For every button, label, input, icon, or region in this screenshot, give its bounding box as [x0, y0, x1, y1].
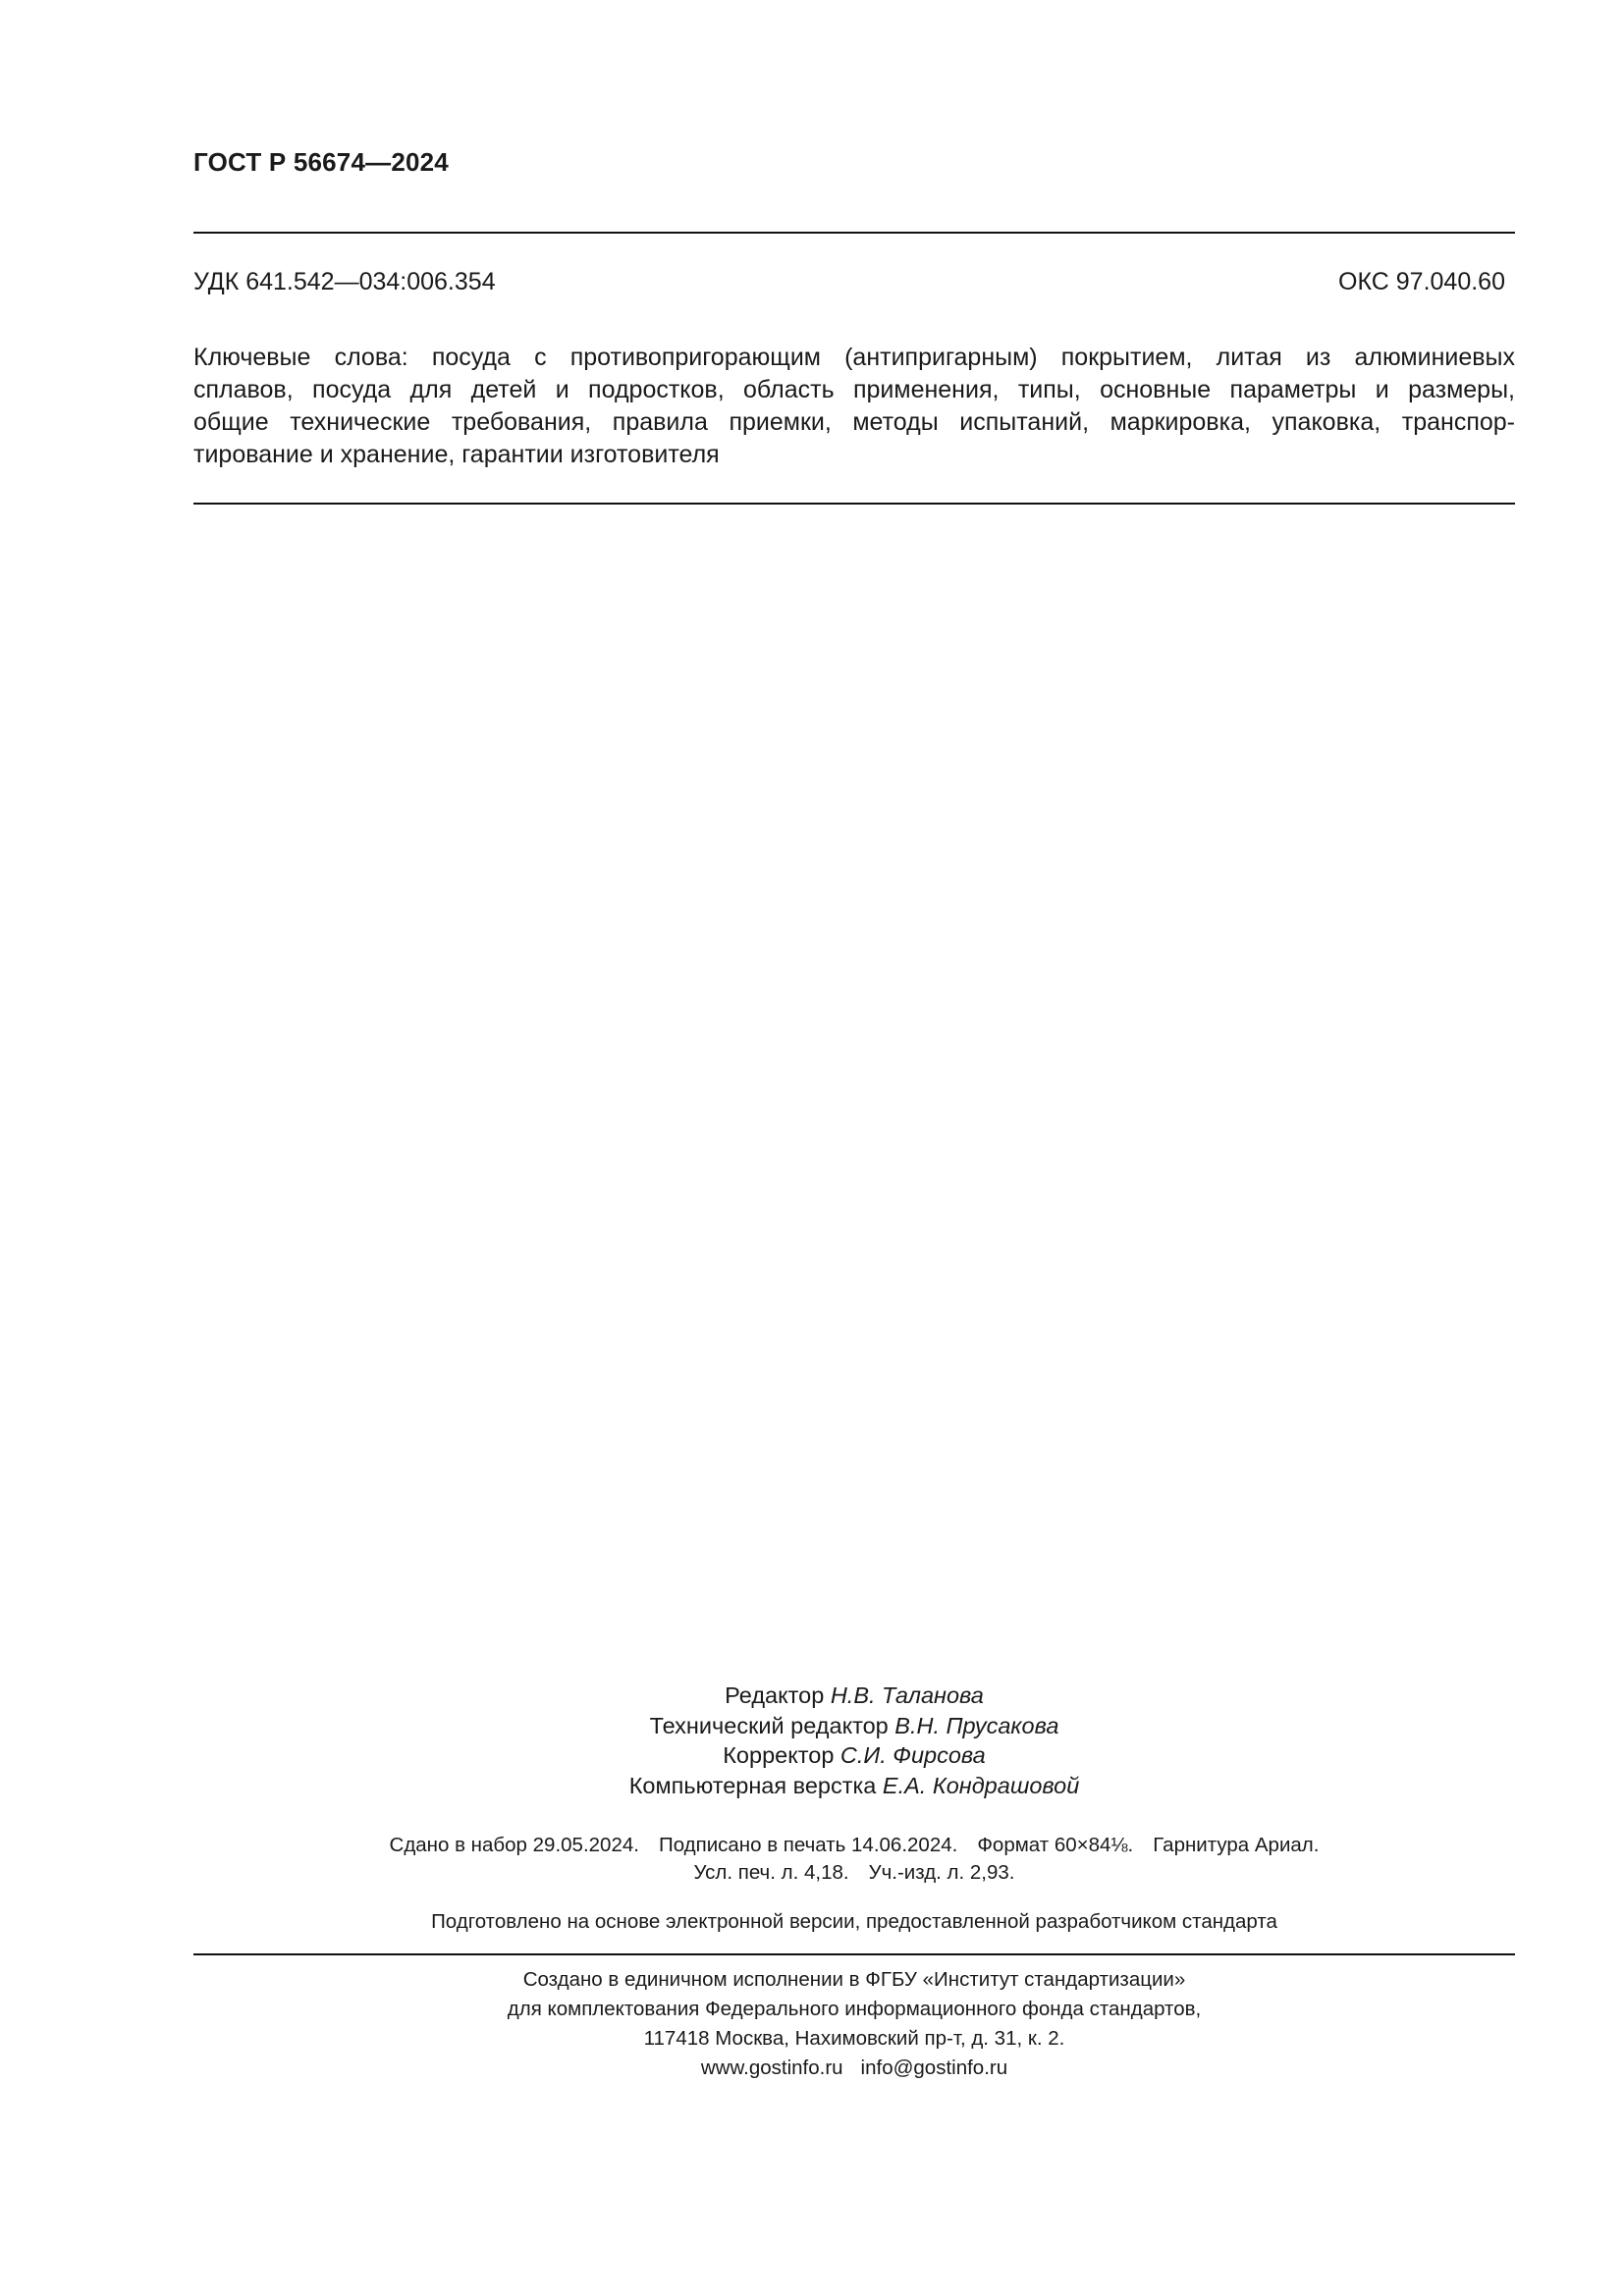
- credit-role: Компьютерная верстка: [628, 1772, 883, 1798]
- keywords-line: Ключевые слова: посуда с противопригорающим (антипригарным) покрытием, литая из алюминиевых: [193, 344, 1515, 371]
- editorial-credits: [193, 1681, 1515, 1800]
- credit-role: Технический редактор: [649, 1712, 895, 1738]
- imprint-publisher-sheets: Уч.-изд. л. 2,93.: [868, 1861, 1015, 1884]
- top-divider: [193, 232, 1515, 234]
- bottom-divider: [193, 1953, 1515, 1955]
- credit-role: Редактор: [725, 1682, 831, 1708]
- imprint-line-2: [193, 1859, 1515, 1887]
- credit-editor: [193, 1681, 1515, 1711]
- publisher-line: для комплектования Федерального информационного фонда стандартов,: [507, 1998, 1202, 2020]
- publisher-line: Создано в единичном исполнении в ФГБУ «Институт стандартизации»: [522, 1968, 1186, 1991]
- udk-code: УДК 641.542—034:006.354: [193, 268, 496, 295]
- imprint-format: Формат 60×84⅛.: [977, 1834, 1134, 1856]
- keywords-line: сплавов, посуда для детей и подростков, область применения, типы, основные параметры и размеры,: [193, 376, 1515, 403]
- imprint-info: [193, 1832, 1515, 1887]
- publisher-address: 117418 Москва, Нахимовский пр-т, д. 31, к. 2.: [643, 2027, 1065, 2050]
- imprint-signed-date: Подписано в печать 14.06.2024.: [658, 1834, 958, 1856]
- oks-code: ОКС 97.040.60: [1338, 268, 1505, 295]
- website-link[interactable]: www.gostinfo.ru: [700, 2056, 843, 2079]
- credit-layout: [193, 1771, 1515, 1801]
- credit-name: С.И. Фирсова: [839, 1742, 986, 1768]
- keywords-line: тирование и хранение, гарантии изготовителя: [193, 441, 720, 468]
- keywords-divider: [193, 503, 1515, 505]
- credit-name: Е.А. Кондрашовой: [882, 1772, 1080, 1798]
- imprint-printed-sheets: Усл. печ. л. 4,18.: [693, 1861, 849, 1884]
- credit-name: В.Н. Прусакова: [894, 1712, 1059, 1738]
- keywords-paragraph: [193, 342, 1515, 471]
- credit-role: Корректор: [723, 1742, 840, 1768]
- prepared-note: Подготовлено на основе электронной версии, предоставленной разработчиком стандарта: [431, 1910, 1277, 1933]
- credit-technical-editor: [193, 1711, 1515, 1741]
- imprint-typeface: Гарнитура Ариал.: [1153, 1834, 1320, 1856]
- publisher-info: [193, 1965, 1515, 2083]
- document-code: ГОСТ Р 56674—2024: [193, 147, 449, 177]
- keywords-line: общие технические требования, правила приемки, методы испытаний, маркировка, упаковка, транспор-: [193, 408, 1515, 436]
- email-link[interactable]: info@gostinfo.ru: [860, 2056, 1008, 2079]
- imprint-typeset-date: Сдано в набор 29.05.2024.: [389, 1834, 639, 1856]
- credit-proofreader: [193, 1740, 1515, 1771]
- imprint-line-1: [193, 1832, 1515, 1859]
- publisher-contacts: [193, 2054, 1515, 2083]
- credit-name: Н.В. Таланова: [830, 1682, 984, 1708]
